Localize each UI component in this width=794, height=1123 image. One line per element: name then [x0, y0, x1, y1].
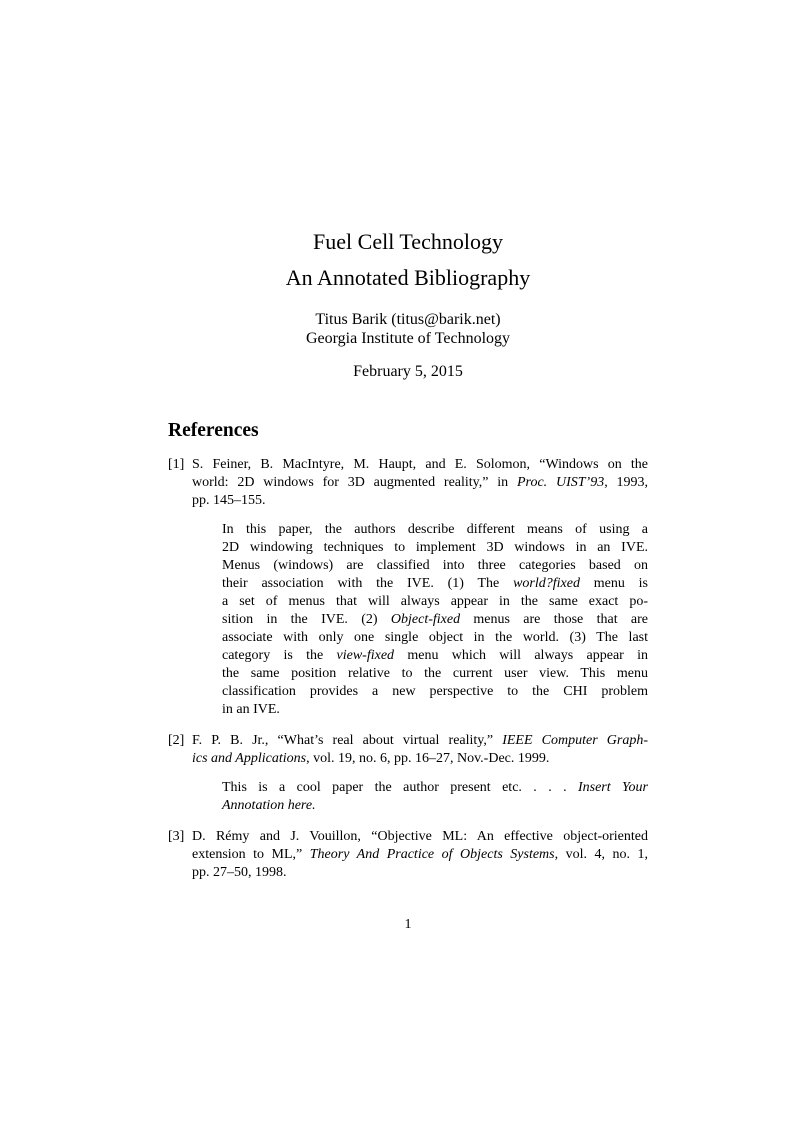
title-block [168, 224, 648, 381]
date: February 5, 2015 [353, 363, 463, 380]
text-line: in an IVE. [222, 702, 280, 717]
reference-entry [168, 456, 648, 719]
citation-block [168, 828, 648, 882]
text-line: This is a cool paper the author present etc. . . . Insert Your [222, 780, 648, 795]
affiliation: Georgia Institute of Technology [305, 330, 511, 347]
text-line: their association with the IVE. (1) The world?fixed menu is [222, 576, 648, 591]
text-line: classification provides a new perspective to the CHI problem [222, 684, 648, 699]
reference-entry [168, 828, 648, 882]
doc-title-line2: An Annotated Bibliography [285, 265, 531, 290]
text-line: a set of menus that will always appear in the same exact po- [222, 594, 648, 609]
annotation-text [222, 779, 648, 815]
text-line: associate with only one single object in the world. (3) The last [222, 630, 648, 645]
author-block [168, 310, 648, 348]
text-line: pp. 27–50, 1998. [192, 865, 287, 880]
text-line: the same position relative to the current user view. This menu [222, 666, 648, 681]
citation-text [192, 828, 648, 882]
author: Titus Barik (titus@barik.net) [315, 311, 501, 328]
text-line: Menus (windows) are classified into three categories based on [222, 558, 648, 573]
text-line: category is the view-fixed menu which will always appear in [222, 648, 648, 663]
text-line: D. Rémy and J. Vouillon, “Objective ML: An effective object-oriented [192, 829, 648, 844]
citation-block [168, 732, 648, 768]
reference-list [168, 456, 648, 882]
text-line: extension to ML,” Theory And Practice of Objects Systems, vol. 4, no. 1, [192, 847, 649, 862]
citation-text [192, 732, 648, 768]
text-line: Annotation here. [222, 798, 316, 813]
reference-label: [3] [168, 829, 185, 844]
doc-title-line1: Fuel Cell Technology [313, 229, 503, 254]
page-number: 1 [404, 917, 412, 932]
citation-block [168, 456, 648, 510]
reference-entry [168, 732, 648, 815]
citation-text [192, 456, 648, 510]
text-line: S. Feiner, B. MacIntyre, M. Haupt, and E. Solomon, “Windows on the [192, 457, 648, 472]
text-line: world: 2D windows for 3D augmented reality,” in Proc. UIST’93, 1993, [192, 475, 649, 490]
text-line: ics and Applications, vol. 19, no. 6, pp. 16–27, Nov.-Dec. 1999. [192, 751, 550, 766]
text-line: F. P. B. Jr., “What’s real about virtual reality,” IEEE Computer Graph- [192, 733, 648, 748]
text-line: In this paper, the authors describe different means of using a [222, 522, 648, 537]
annotation-text [222, 521, 648, 719]
reference-label: [1] [168, 457, 185, 472]
text-line: sition in the IVE. (2) Object-fixed menus are those that are [222, 612, 649, 627]
reference-label: [2] [168, 733, 185, 748]
references-heading: References [168, 420, 259, 441]
text-line: pp. 145–155. [192, 493, 266, 508]
text-line: 2D windowing techniques to implement 3D windows in an IVE. [222, 540, 648, 555]
